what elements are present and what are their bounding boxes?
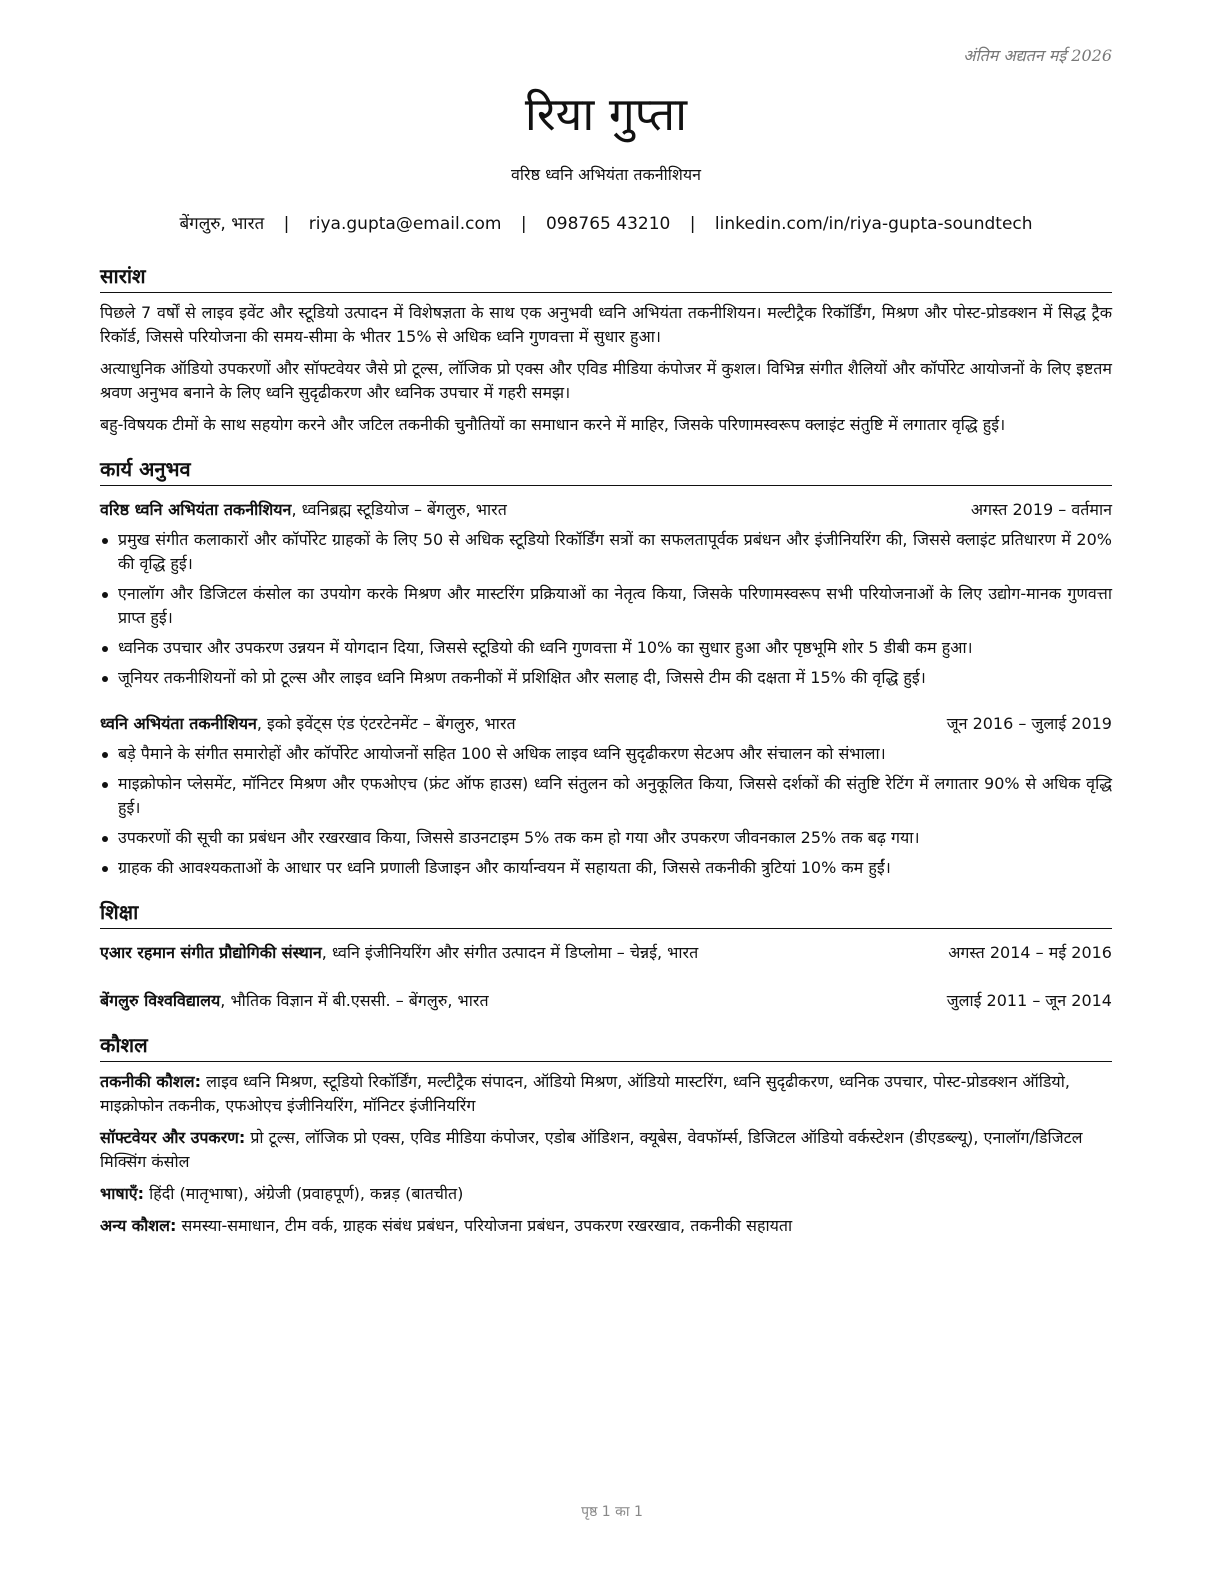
resume-page xyxy=(100,40,1112,1238)
job-org: , ध्वनिब्रह्म स्टूडियोज – बेंगलुरु, भारत xyxy=(291,500,507,519)
summary-paragraph: बहु-विषयक टीमों के साथ सहयोग करने और जटिल तकनीकी चुनौतियों का समाधान करने में माहिर, जिसके परिणामस्वरूप क्लाइंट संतुष्टि में लगातार वृद्धि हुई। xyxy=(100,415,1006,434)
section-title-skills: कौशल xyxy=(100,1031,1112,1062)
education-detail: , भौतिक विज्ञान में बी.एससी. – बेंगलुरु, भारत xyxy=(220,991,489,1010)
job-bullets xyxy=(100,742,1112,880)
job-role: ध्वनि अभियंता तकनीशियन xyxy=(100,714,257,733)
education-entry xyxy=(100,941,1112,965)
section-title-experience: कार्य अनुभव xyxy=(100,455,1112,486)
skill-label: सॉफ्टवेयर और उपकरण: xyxy=(100,1128,246,1147)
job-bullet: ध्वनिक उपचार और उपकरण उन्नयन में योगदान दिया, जिससे स्टूडियो की ध्वनि गुणवत्ता में 10% का सुधार हुआ और पृष्ठभूमि शोर 5 डीबी कम हुआ। xyxy=(100,636,1112,660)
job-role-line xyxy=(100,712,516,736)
job-role: वरिष्ठ ध्वनि अभियंता तकनीशियन xyxy=(100,500,292,519)
education-institution: एआर रहमान संगीत प्रौद्योगिकी संस्थान xyxy=(100,943,322,962)
skill-label: अन्य कौशल: xyxy=(100,1216,177,1235)
contact-phone: 098765 43210 xyxy=(545,214,671,234)
skill-group xyxy=(100,1182,1112,1206)
job-bullet: जूनियर तकनीशियनों को प्रो टूल्स और लाइव ध्वनि मिश्रण तकनीकों में प्रशिक्षित और सलाह दी, जिससे टीम की दक्षता में 15% की वृद्धि हुई। xyxy=(100,666,1112,690)
job-bullet: माइक्रोफोन प्लेसमेंट, मॉनिटर मिश्रण और एफओएच (फ्रंट ऑफ हाउस) ध्वनि संतुलन को अनुकूलित किया, जिससे दर्शकों की संतुष्टि रेटिंग में लगातार 90% से अधिक वृद्धि हुई। xyxy=(100,772,1112,820)
education-detail: , ध्वनि इंजीनियरिंग और संगीत उत्पादन में डिप्लोमा – चेन्नई, भारत xyxy=(321,943,699,962)
job-org: , इको इवेंट्स एंड एंटरटेनमेंट – बेंगलुरु, भारत xyxy=(256,714,516,733)
job-bullet: बड़े पैमाने के संगीत समारोहों और कॉर्पोरेट आयोजनों सहित 100 से अधिक लाइव ध्वनि सुदृढीकरण सेटअप और संचालन को संभाला। xyxy=(100,742,1112,766)
job-dates: अगस्त 2019 – वर्तमान xyxy=(970,500,1112,519)
skill-value: प्रो टूल्स, लॉजिक प्रो एक्स, एविड मीडिया कंपोजर, एडोब ऑडिशन, क्यूबेस, वेवफॉर्म्स, डिजिटल ऑडियो वर्कस्टेशन (डीएडब्ल्यू), एनालॉग/डिजिटल मिक्सिंग कंसोल xyxy=(100,1128,1083,1171)
job-bullet: प्रमुख संगीत कलाकारों और कॉर्पोरेट ग्राहकों के लिए 50 से अधिक स्टूडियो रिकॉर्डिंग सत्रों का सफलतापूर्वक प्रबंधन और इंजीनियरिंग की, जिससे क्लाइंट प्रतिधारण में 20% की वृद्धि हुई। xyxy=(100,528,1112,576)
summary-paragraph: अत्याधुनिक ऑडियो उपकरणों और सॉफ्टवेयर जैसे प्रो टूल्स, लॉजिक प्रो एक्स और एविड मीडिया कंपोजर में कुशल। विभिन्न संगीत शैलियों और कॉर्पोरेट आयोजनों के लिए इष्टतम श्रवण अनुभव बनाने के लिए ध्वनि सुदृढीकरण और ध्वनिक उपचार में गहरी समझ। xyxy=(100,359,1112,402)
contact-line xyxy=(100,212,1112,236)
skill-group xyxy=(100,1126,1112,1174)
job-bullet: एनालॉग और डिजिटल कंसोल का उपयोग करके मिश्रण और मास्टरिंग प्रक्रियाओं का नेतृत्व किया, जिसके परिणामस्वरूप सभी परियोजनाओं के लिए उद्योग-मानक गुणवत्ता प्राप्त हुई। xyxy=(100,582,1112,630)
education-line xyxy=(100,989,489,1013)
job-header xyxy=(100,498,1112,522)
candidate-headline: वरिष्ठ ध्वनि अभियंता तकनीशियन xyxy=(511,165,701,184)
skill-group xyxy=(100,1214,1112,1238)
job-role-line xyxy=(100,498,507,522)
contact-linkedin[interactable]: linkedin.com/in/riya-gupta-soundtech xyxy=(714,214,1033,234)
skill-label: तकनीकी कौशल: xyxy=(100,1072,201,1091)
skill-group xyxy=(100,1070,1112,1118)
job-bullet: ग्राहक की आवश्यकताओं के आधार पर ध्वनि प्रणाली डिजाइन और कार्यान्वयन में सहायता की, जिससे तकनीकी त्रुटियां 10% कम हुईं। xyxy=(100,856,1112,880)
job-header xyxy=(100,712,1112,736)
section-title-education: शिक्षा xyxy=(100,898,1112,929)
job-entry xyxy=(100,712,1112,880)
contact-email[interactable]: riya.gupta@email.com xyxy=(308,214,502,234)
contact-separator: | xyxy=(283,214,290,234)
education-entry xyxy=(100,989,1112,1013)
education-institution: बेंगलुरु विश्वविद्यालय xyxy=(100,991,221,1010)
candidate-name: रिया गुप्ता xyxy=(524,87,688,141)
education-dates: अगस्त 2014 – मई 2016 xyxy=(948,943,1112,962)
skill-label: भाषाएँ: xyxy=(100,1184,145,1203)
job-bullets xyxy=(100,528,1112,690)
last-updated: अंतिम अद्यतन मई 2026 xyxy=(963,46,1112,65)
job-bullet: उपकरणों की सूची का प्रबंधन और रखरखाव किया, जिससे डाउनटाइम 5% तक कम हो गया और उपकरण जीवनकाल 25% तक बढ़ गया। xyxy=(100,826,1112,850)
skill-value: समस्या-समाधान, टीम वर्क, ग्राहक संबंध प्रबंधन, परियोजना प्रबंधन, उपकरण रखरखाव, तकनीकी सहायता xyxy=(176,1216,793,1235)
contact-separator: | xyxy=(520,214,527,234)
contact-location: बेंगलुरु, भारत xyxy=(179,214,265,234)
summary-paragraph: पिछले 7 वर्षों से लाइव इवेंट और स्टूडियो उत्पादन में विशेषज्ञता के साथ एक अनुभवी ध्वनि अभियंता तकनीशियन। मल्टीट्रैक रिकॉर्डिंग, मिश्रण और पोस्ट-प्रोडक्शन में सिद्ध ट्रैक रिकॉर्ड, जिससे परियोजना की समय-सीमा के भीतर 15% से अधिक ध्वनि गुणवत्ता में सुधार हुआ। xyxy=(100,303,1112,346)
job-dates: जून 2016 – जुलाई 2019 xyxy=(946,714,1112,733)
skill-value: लाइव ध्वनि मिश्रण, स्टूडियो रिकॉर्डिंग, मल्टीट्रैक संपादन, ऑडियो मिश्रण, ऑडियो मास्टरिंग, ध्वनि सुदृढीकरण, ध्वनिक उपचार, पोस्ट-प्रोडक्शन ऑडियो, माइक्रोफोन तकनीक, एफओएच इंजीनियरिंग, मॉनिटर इंजीनियरिंग xyxy=(100,1072,1070,1115)
education-dates: जुलाई 2011 – जून 2014 xyxy=(946,991,1112,1010)
education-line xyxy=(100,941,698,965)
section-title-summary: सारांश xyxy=(100,262,1112,293)
page-number: पृष्ठ 1 का 1 xyxy=(581,1504,643,1520)
job-entry xyxy=(100,498,1112,690)
skill-value: हिंदी (मातृभाषा), अंग्रेजी (प्रवाहपूर्ण), कन्नड़ (बातचीत) xyxy=(144,1184,464,1203)
contact-separator: | xyxy=(689,214,696,234)
